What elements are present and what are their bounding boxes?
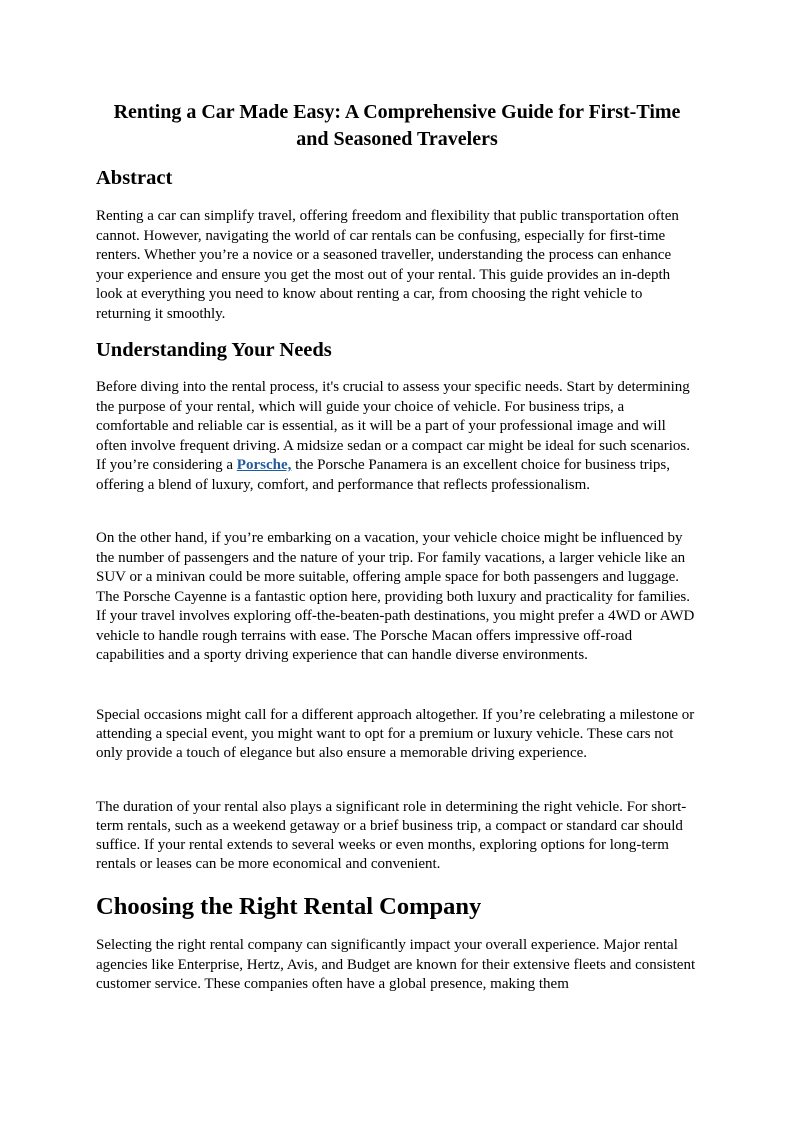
document-title: Renting a Car Made Easy: A Comprehensive Guide for First-Time and Seasoned Travelers [113, 101, 681, 150]
porsche-link[interactable]: Porsche, [236, 457, 292, 473]
needs-paragraph-1 [96, 378, 696, 495]
needs-paragraph-1-text-b: the Porsche Panamera is an excellent choice for business trips, offering a blend of luxury, comfort, and performance that reflects professionalism. [96, 457, 670, 493]
needs-paragraph-1-text-a: Before diving into the rental process, it's crucial to assess your specific needs. Start by determining the purpose of your rental, which will guide your choice of vehicle. For business trips, a comfortable and reliable car is essential, as it will be a part of your professional image and will often involve frequent driving. A midsize sedan or a compact car might be ideal for such scenarios. If you’re considering a [96, 379, 690, 473]
abstract-heading: Abstract [96, 167, 173, 189]
needs-paragraph-4: The duration of your rental also plays a significant role in determining the right vehicle. For short-term rentals, such as a weekend getaway or a brief business trip, a compact or standard car should suffice. If your rental extends to several weeks or even months, exploring options for long-term rentals or leases can be more economical and convenient. [96, 799, 687, 872]
needs-heading: Understanding Your Needs [96, 339, 332, 361]
choosing-paragraph-1: Selecting the right rental company can significantly impact your overall experience. Major rental agencies like Enterprise, Hertz, Avis, and Budget are known for their extensive fleets and consistent customer service. These companies often have a global presence, making them [96, 937, 696, 992]
needs-paragraph-2: On the other hand, if you’re embarking on a vacation, your vehicle choice might be influenced by the number of passengers and the nature of your trip. For family vacations, a larger vehicle like an SUV or a minivan could be more suitable, offering ample space for both passengers and luggage. The Porsche Cayenne is a fantastic option here, providing both luxury and practicality for families. If your travel involves exploring off-the-beaten-path destinations, you might prefer a 4WD or AWD vehicle to handle rough terrains with ease. The Porsche Macan offers impressive off-road capabilities and a sporty driving experience that can handle diverse environments. [96, 530, 695, 663]
needs-paragraph-3: Special occasions might call for a different approach altogether. If you’re celebrating a milestone or attending a special event, you might want to opt for a premium or luxury vehicle. These cars not only provide a touch of elegance but also ensure a memorable driving experience. [96, 707, 695, 761]
abstract-paragraph: Renting a car can simplify travel, offering freedom and flexibility that public transportation often cannot. However, navigating the world of car rentals can be confusing, especially for first-time renters. Whether you’re a novice or a seasoned traveller, understanding the process can enhance your experience and ensure you get the most out of your rental. This guide provides an in-depth look at everything you need to know about renting a car, from choosing the right vehicle to returning it smoothly. [96, 208, 679, 322]
choosing-heading: Choosing the Right Rental Company [96, 893, 482, 920]
